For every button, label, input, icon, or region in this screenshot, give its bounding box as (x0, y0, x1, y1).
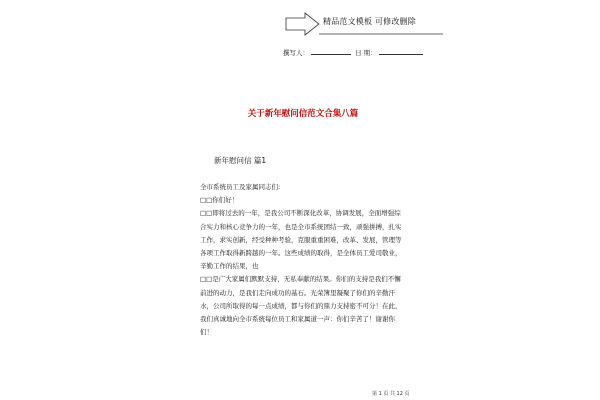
letter-body (200, 181, 406, 339)
paragraph-1: □□即将过去的一年，是我公司不断深化改革，协调发展，全面增强综合实力和核心竞争力的一年，也是全市系统团结一致，顽强拼搏，扎实工作，求实创新，经受种种考验，克服重重困难，改革、发展，管理等各项工作取得新跨越的一年。这些成绩的取得，是全体员工爱司敬业，辛勤工作的结果，也 (200, 209, 402, 271)
author-label: 撰写人： (283, 49, 309, 57)
banner-text: 精品范文模板 可修改删除 (323, 17, 416, 26)
template-banner (285, 12, 445, 36)
date-blank (379, 48, 423, 55)
author-blank (311, 48, 351, 55)
page-indicator: 第 1 页 共 12 页 (372, 391, 410, 397)
document-title: 关于新年慰问信范文合集八篇 (247, 109, 359, 119)
paragraph-2: □□是广大家属们默默支持，无私奉献的结果。你们的支持是我们不懈前进的动力，是我们走向成功的基石。光荣簿里凝聚了你们的辛勤汗水，公司所取得的每一点成绩，都与你们的鼎力支持密不可分！在此，我们真诚地向全市系统每位员工和家属道一声：你们辛苦了！谢谢你们！ (200, 275, 402, 337)
date-label: 日 期： (355, 49, 377, 57)
salutation: 全市系统员工及家属同志们: (200, 183, 281, 191)
signature-row (283, 48, 425, 57)
section-title: 新年慰问信 篇1 (214, 156, 267, 165)
greeting: □□你们好！ (200, 196, 239, 205)
